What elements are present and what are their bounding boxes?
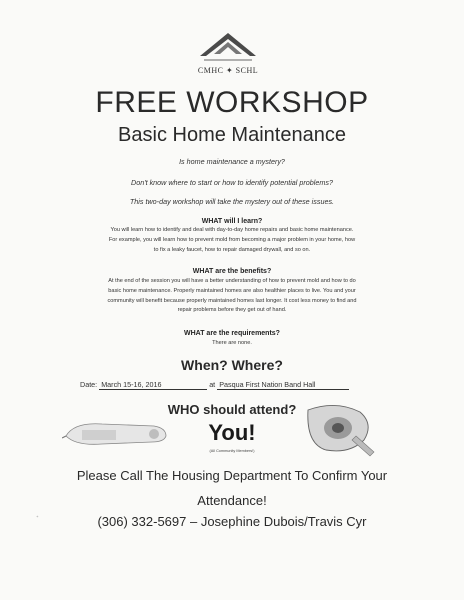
section-body-benefits — [44, 277, 420, 316]
date-value: March 15-16, 2016 — [99, 380, 207, 390]
body-line: You will learn how to identify and deal with day-to-day home repairs and basic home maintenance. — [110, 227, 354, 233]
section-heading-learn: WHAT will I learn? — [201, 218, 263, 225]
contact-line: (306) 332-5697 – Josephine Dubois/Travis Cyr — [97, 514, 367, 529]
place-value: Pasqua First Nation Band Hall — [217, 380, 349, 390]
body-line: to fix a leaky faucet, how to repair damaged drywall, and so on. — [153, 246, 311, 253]
section-body-requirements — [44, 339, 420, 349]
call-to-action — [40, 463, 424, 513]
intro-line: Don't know where to start or how to identify potential problems? — [131, 178, 333, 187]
intro-line: This two-day workshop will take the mystery out of these issues. — [129, 197, 335, 206]
section-body-learn — [44, 226, 420, 255]
logo-text: CMHC ✦ SCHL — [197, 66, 259, 75]
members-note: (All Community Members!) — [209, 449, 255, 453]
cmhc-logo — [178, 30, 278, 82]
when-where-heading: When? Where? — [181, 357, 283, 373]
at-label: at — [209, 380, 216, 389]
date-label: Date: — [80, 380, 98, 389]
body-line: There are none. — [212, 340, 252, 346]
body-line: At the end of the session you will have a better understanding of how to prevent mold and how to do — [108, 278, 356, 284]
who-heading: WHO should attend? — [167, 402, 297, 417]
section-heading-requirements: WHAT are the requirements? — [184, 330, 280, 337]
date-line — [80, 380, 380, 390]
body-line: basic home maintenance. Properly maintained homes are also healthier places to live. You and your — [108, 287, 356, 294]
page-title: FREE WORKSHOP — [95, 86, 369, 119]
call-line: Attendance! — [197, 493, 267, 508]
house-roof-icon — [178, 30, 278, 66]
page-subtitle: Basic Home Maintenance — [118, 124, 346, 146]
intro-line: Is home maintenance a mystery? — [179, 157, 285, 166]
you-heading: You! — [208, 420, 256, 445]
body-line: For example, you will learn how to prevent mold from becoming a major problem in your home, how — [108, 236, 356, 243]
section-heading-benefits: WHAT are the benefits? — [192, 268, 272, 275]
body-line: community will benefit because properly maintained homes last longer. It cost less money to find and — [107, 297, 357, 304]
body-line: repair problems before they get out of hand. — [177, 307, 287, 314]
call-line: Please Call The Housing Department To Confirm Your — [76, 468, 388, 483]
scan-mark: ⁺ — [36, 515, 39, 521]
